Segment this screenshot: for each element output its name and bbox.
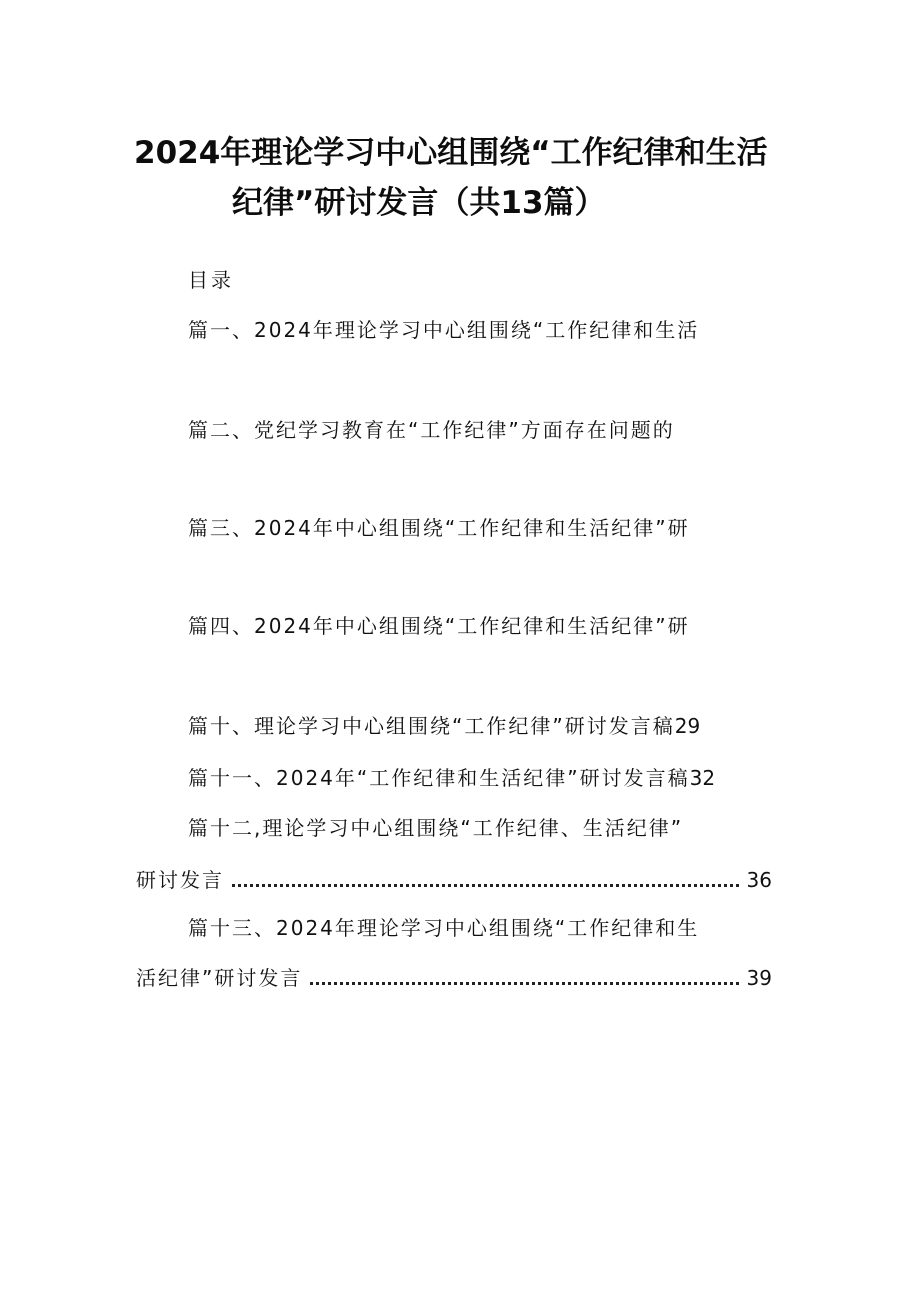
toc-entry-4[interactable] (188, 616, 690, 636)
toc-entry-text: 篇十、理论学习中心组围绕“工作纪律”研讨发言稿 (188, 714, 675, 738)
toc-entry-text: 篇二、党纪学习教育在“工作纪律”方面存在问题的 (188, 418, 675, 442)
toc-entry-page: 39 (746, 966, 772, 990)
toc-entry-1[interactable] (188, 320, 699, 340)
toc-entry-11[interactable] (188, 768, 715, 788)
document-title-line-2: 纪律”研讨发言（共13篇） (232, 185, 606, 221)
toc-entry-text: 篇十二,理论学习中心组围绕“工作纪律、生活纪律” (188, 816, 684, 840)
toc-entry-text: 篇十一、2024年“工作纪律和生活纪律”研讨发言稿 (188, 766, 690, 790)
toc-entry-text: 篇十三、2024年理论学习中心组围绕“工作纪律和生 (188, 916, 700, 940)
toc-entry-page: 29 (674, 714, 701, 738)
dot-leader (232, 870, 739, 887)
toc-entry-13-continuation[interactable] (136, 968, 772, 992)
toc-entry-page: 36 (746, 868, 772, 892)
toc-entry-text: 篇四、2024年中心组围绕“工作纪律和生活纪律”研 (188, 614, 690, 638)
toc-entry-text: 篇一、2024年理论学习中心组围绕“工作纪律和生活 (188, 318, 700, 342)
dot-leader (310, 968, 738, 985)
toc-heading: 目录 (188, 268, 234, 292)
toc-entry-10[interactable] (188, 716, 700, 736)
toc-entry-2[interactable] (188, 420, 675, 440)
toc-entry-text-cont: 研讨发言 (136, 868, 224, 892)
toc-entry-12[interactable] (188, 818, 683, 838)
toc-entry-13[interactable] (188, 918, 699, 938)
document-title-line-1: 2024年理论学习中心组围绕“工作纪律和生活 (134, 135, 768, 171)
toc-entry-12-continuation[interactable] (136, 870, 772, 894)
toc-entry-page: 32 (689, 766, 716, 790)
toc-entry-text-cont: 活纪律”研讨发言 (136, 966, 303, 990)
toc-entry-text: 篇三、2024年中心组围绕“工作纪律和生活纪律”研 (188, 516, 690, 540)
toc-entry-3[interactable] (188, 518, 690, 538)
